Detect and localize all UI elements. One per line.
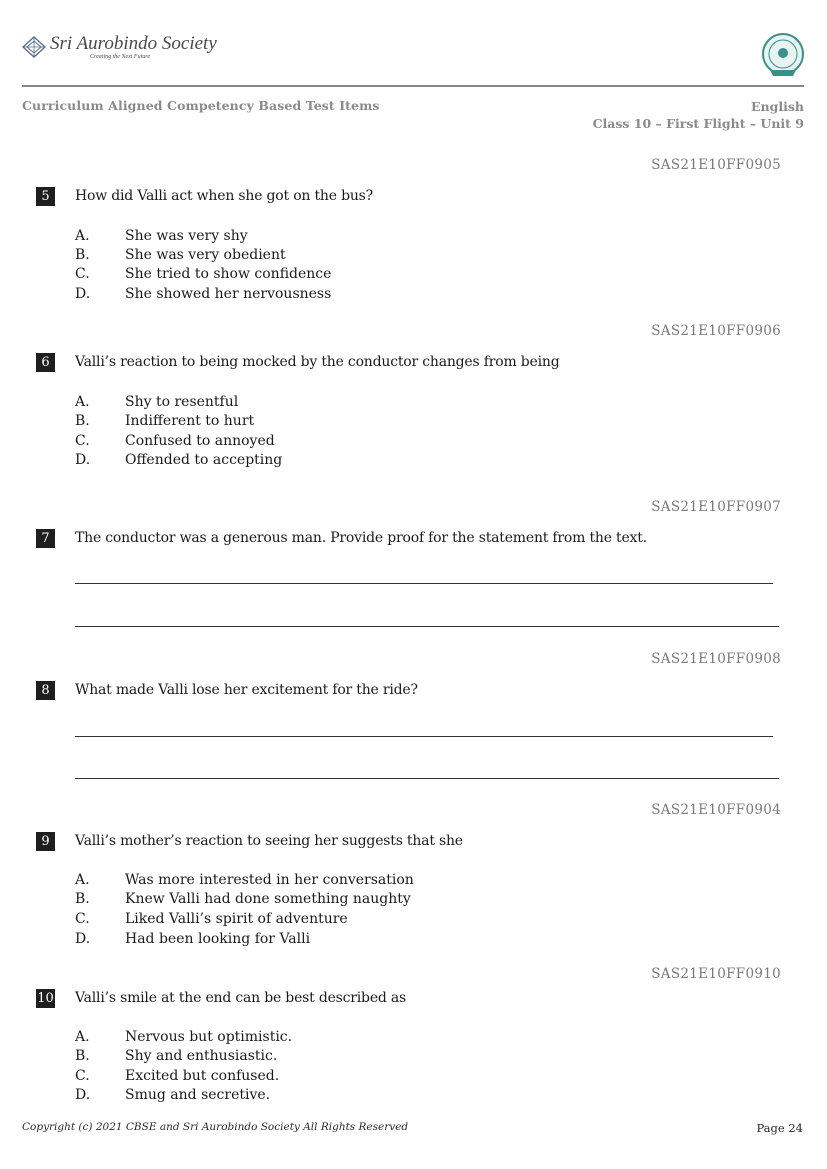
question-number: 6 xyxy=(36,353,55,372)
question-code: SAS21E10FF0905 xyxy=(651,157,781,173)
header-divider xyxy=(22,85,804,87)
option: D. Smug and secretive. xyxy=(75,1087,271,1103)
copyright-notice: Copyright (c) 2021 CBSE and Sri Aurobindo Society All Rights Reserved xyxy=(22,1121,409,1133)
question-text: How did Valli act when she got on the bus? xyxy=(75,188,373,204)
question-number: 7 xyxy=(36,529,55,548)
question-code: SAS21E10FF0907 xyxy=(651,499,781,515)
question-text: Valli’s mother’s reaction to seeing her suggests that she xyxy=(75,833,463,849)
option: D. Had been looking for Valli xyxy=(75,931,311,947)
option: C. She tried to show confidence xyxy=(75,266,332,282)
option: C. Excited but confused. xyxy=(75,1068,280,1084)
option: D. Offended to accepting xyxy=(75,452,283,468)
logo-tagline: Creating the Next Future xyxy=(90,54,151,60)
document-title: Curriculum Aligned Competency Based Test Items xyxy=(22,98,380,113)
cbse-seal-icon xyxy=(760,32,806,78)
answer-line[interactable] xyxy=(75,583,773,584)
option: A. Was more interested in her conversation xyxy=(75,872,414,888)
question-number: 5 xyxy=(36,187,55,206)
option: B. Knew Valli had done something naughty xyxy=(75,891,411,907)
subject-label: English xyxy=(751,99,804,114)
question-text: The conductor was a generous man. Provide proof for the statement from the text. xyxy=(75,530,647,546)
question-text: Valli’s reaction to being mocked by the conductor changes from being xyxy=(75,354,560,370)
answer-line[interactable] xyxy=(75,778,779,779)
society-emblem-icon xyxy=(22,36,46,58)
option: B. Shy and enthusiastic. xyxy=(75,1048,278,1064)
class-unit-label: Class 10 – First Flight – Unit 9 xyxy=(592,116,804,131)
option: A. She was very shy xyxy=(75,228,248,244)
option: A. Nervous but optimistic. xyxy=(75,1029,293,1045)
option: D. She showed her nervousness xyxy=(75,286,332,302)
question-code: SAS21E10FF0904 xyxy=(651,802,781,818)
option: C. Confused to annoyed xyxy=(75,433,275,449)
question-number: 8 xyxy=(36,681,55,700)
question-number: 9 xyxy=(36,832,55,851)
option: C. Liked Valli’s spirit of adventure xyxy=(75,911,348,927)
option: B. Indifferent to hurt xyxy=(75,413,255,429)
subject-info xyxy=(593,98,804,132)
question-number: 10 xyxy=(37,991,54,1006)
option: B. She was very obedient xyxy=(75,247,286,263)
logo-name: Sri Aurobindo Society xyxy=(50,33,217,54)
answer-line[interactable] xyxy=(75,626,779,627)
option: A. Shy to resentful xyxy=(75,394,239,410)
question-code: SAS21E10FF0906 xyxy=(651,323,781,339)
society-logo xyxy=(22,34,217,60)
question-code: SAS21E10FF0908 xyxy=(651,651,781,667)
question-text: What made Valli lose her excitement for the ride? xyxy=(75,682,418,698)
page-number: Page 24 xyxy=(756,1121,803,1135)
question-code: SAS21E10FF0910 xyxy=(651,966,781,982)
answer-line[interactable] xyxy=(75,736,773,737)
question-text: Valli’s smile at the end can be best described as xyxy=(75,990,407,1006)
